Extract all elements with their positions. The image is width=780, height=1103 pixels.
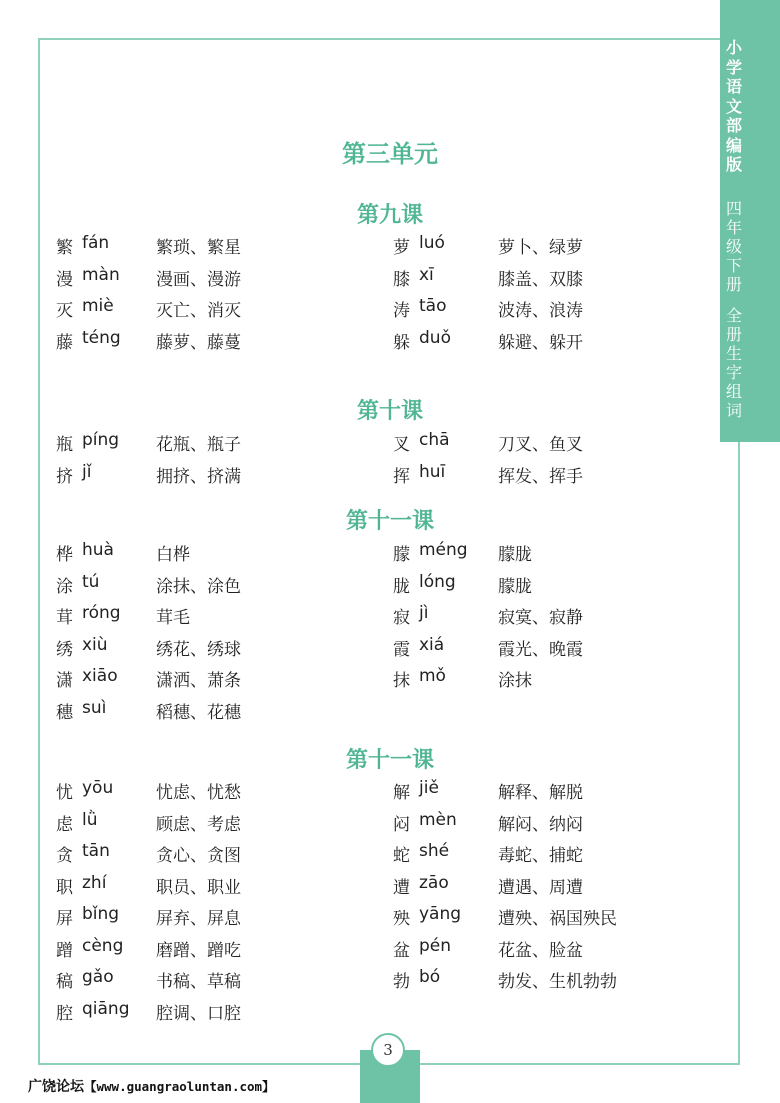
vocab-char: 膝	[393, 269, 410, 290]
vocab-pinyin: píng	[82, 430, 120, 450]
vocab-words: 解闷、纳闷	[498, 814, 583, 835]
vocab-pinyin: zāo	[419, 872, 449, 893]
vocab-pinyin: tú	[82, 571, 100, 592]
vocab-pinyin: lǜ	[82, 809, 98, 830]
vocab-char: 躲	[393, 332, 410, 353]
vocab-pinyin: róng	[82, 603, 121, 623]
vocab-words: 波涛、浪涛	[498, 301, 583, 321]
vocab-words: 绣花、绣球	[156, 639, 241, 660]
vocab-pinyin: xiù	[82, 634, 108, 655]
vocab-pinyin: màn	[82, 264, 120, 285]
vocab-char: 稿	[56, 972, 73, 992]
vocab-char: 贪	[56, 846, 73, 866]
vocab-words: 磨蹭、蹭吃	[156, 940, 241, 961]
vocab-pinyin: gǎo	[82, 967, 114, 987]
vocab-pinyin: suì	[82, 697, 107, 718]
vocab-char: 灭	[56, 301, 73, 321]
vocab-words: 朦胧	[498, 576, 532, 597]
vocab-char: 潇	[56, 671, 73, 691]
vocab-char: 涛	[393, 301, 410, 321]
vocab-words: 躲避、躲开	[498, 332, 583, 353]
vocab-words: 职员、职业	[156, 877, 241, 898]
vocab-pinyin: cèng	[82, 935, 124, 956]
vocab-pinyin: miè	[82, 296, 114, 316]
vocab-words: 腔调、口腔	[156, 1003, 241, 1024]
vocab-pinyin: tāo	[419, 296, 447, 316]
vocab-pinyin: jǐ	[82, 461, 92, 482]
vocab-words: 白桦	[156, 545, 190, 565]
page-number: 3	[371, 1033, 405, 1067]
vocab-char: 殃	[393, 909, 410, 929]
vocab-char: 涂	[56, 576, 73, 597]
vocab-words: 萝卜、绿萝	[498, 238, 583, 258]
vocab-words: 解释、解脱	[498, 783, 583, 803]
vocab-char: 霞	[393, 639, 410, 660]
vocab-char: 虑	[56, 814, 73, 835]
vocab-pinyin: bó	[419, 967, 441, 987]
vocab-words: 挥发、挥手	[498, 466, 583, 487]
vocab-words: 花瓶、瓶子	[156, 435, 241, 455]
vocab-words: 茸毛	[156, 608, 190, 628]
vocab-pinyin: xiá	[419, 634, 445, 655]
vocab-char: 挤	[56, 466, 73, 487]
vocab-char: 盆	[393, 940, 410, 961]
vocab-pinyin: duǒ	[419, 327, 451, 348]
vocab-words: 藤萝、藤蔓	[156, 332, 241, 353]
side-tab-subtitle: 四 年 级 下 册 全 册 生 字 组 词	[725, 199, 742, 420]
vocab-words: 繁琐、繁星	[156, 238, 241, 258]
vocab-pinyin: lóng	[419, 571, 456, 592]
page-frame	[38, 38, 740, 1065]
vocab-pinyin: mèn	[419, 809, 457, 830]
unit-title: 第三单元	[342, 140, 438, 168]
vocab-char: 萝	[393, 238, 410, 258]
vocab-pinyin: zhí	[82, 872, 107, 893]
vocab-char: 屏	[56, 909, 73, 929]
vocab-char: 抹	[393, 671, 410, 691]
vocab-pinyin: tān	[82, 841, 110, 861]
vocab-char: 胧	[393, 576, 410, 597]
vocab-char: 藤	[56, 332, 73, 353]
vocab-pinyin: mǒ	[419, 666, 446, 686]
lesson-title: 第十课	[356, 399, 423, 424]
vocab-pinyin: huī	[419, 461, 446, 482]
footer-site: 广饶论坛	[28, 1079, 84, 1095]
side-tab-title: 小 学 语 文 部 编 版	[725, 38, 742, 174]
vocab-words: 忧虑、忧愁	[156, 783, 241, 803]
vocab-pinyin: fán	[82, 233, 110, 253]
vocab-char: 腔	[56, 1003, 73, 1024]
vocab-words: 霞光、晚霞	[498, 639, 583, 660]
vocab-char: 蛇	[393, 846, 410, 866]
vocab-char: 瓶	[56, 435, 73, 455]
vocab-words: 拥挤、挤满	[156, 466, 241, 487]
vocab-char: 绣	[56, 639, 73, 660]
vocab-words: 花盆、脸盆	[498, 940, 583, 961]
footer	[28, 1076, 275, 1096]
vocab-char: 遭	[393, 877, 410, 898]
vocab-words: 稻穗、花穗	[156, 702, 241, 723]
vocab-pinyin: bǐng	[82, 904, 120, 924]
vocab-pinyin: yāng	[419, 904, 462, 924]
vocab-char: 忧	[56, 783, 73, 803]
vocab-pinyin: téng	[82, 327, 121, 348]
vocab-words: 贪心、贪图	[156, 846, 241, 866]
vocab-words: 顾虑、考虑	[156, 814, 241, 835]
vocab-char: 漫	[56, 269, 73, 290]
vocab-pinyin: pén	[419, 935, 452, 956]
vocab-pinyin: shé	[419, 841, 450, 861]
footer-url: 【www.guangraoluntan.com】	[84, 1079, 275, 1094]
vocab-words: 涂抹、涂色	[156, 576, 241, 597]
vocab-pinyin: méng	[419, 540, 468, 560]
vocab-char: 闷	[393, 814, 410, 835]
vocab-pinyin: luó	[419, 233, 445, 253]
vocab-char: 桦	[56, 545, 73, 565]
vocab-char: 勃	[393, 972, 410, 992]
vocab-words: 屏弃、屏息	[156, 909, 241, 929]
lesson-title: 第九课	[356, 203, 423, 228]
vocab-pinyin: jiě	[419, 778, 439, 798]
vocab-char: 茸	[56, 608, 73, 628]
vocab-pinyin: xī	[419, 264, 434, 285]
vocab-words: 漫画、漫游	[156, 269, 241, 290]
vocab-char: 叉	[393, 435, 410, 455]
vocab-pinyin: yōu	[82, 778, 114, 798]
vocab-words: 寂寞、寂静	[498, 608, 583, 628]
vocab-pinyin: huà	[82, 540, 114, 560]
vocab-words: 毒蛇、捕蛇	[498, 846, 583, 866]
vocab-char: 蹭	[56, 940, 73, 961]
vocab-char: 职	[56, 877, 73, 898]
vocab-char: 穗	[56, 702, 73, 723]
vocab-pinyin: jì	[419, 603, 429, 623]
vocab-char: 繁	[56, 238, 73, 258]
vocab-words: 灭亡、消灭	[156, 301, 241, 321]
vocab-char: 挥	[393, 466, 410, 487]
vocab-words: 膝盖、双膝	[498, 269, 583, 290]
lesson-title: 第十一课	[345, 509, 434, 534]
vocab-words: 朦胧	[498, 545, 532, 565]
vocab-pinyin: qiāng	[82, 998, 130, 1019]
vocab-words: 书稿、草稿	[156, 972, 241, 992]
vocab-pinyin: chā	[419, 430, 450, 450]
vocab-pinyin: xiāo	[82, 666, 118, 686]
vocab-words: 遭殃、祸国殃民	[498, 909, 617, 929]
vocab-words: 潇洒、萧条	[156, 671, 241, 691]
vocab-char: 朦	[393, 545, 410, 565]
vocab-words: 遭遇、周遭	[498, 877, 583, 898]
lesson-title: 第十一课	[345, 748, 434, 773]
vocab-words: 勃发、生机勃勃	[498, 972, 617, 992]
vocab-char: 寂	[393, 608, 410, 628]
vocab-char: 解	[393, 783, 410, 803]
vocab-words: 刀叉、鱼叉	[498, 435, 583, 455]
vocab-words: 涂抹	[498, 671, 532, 691]
